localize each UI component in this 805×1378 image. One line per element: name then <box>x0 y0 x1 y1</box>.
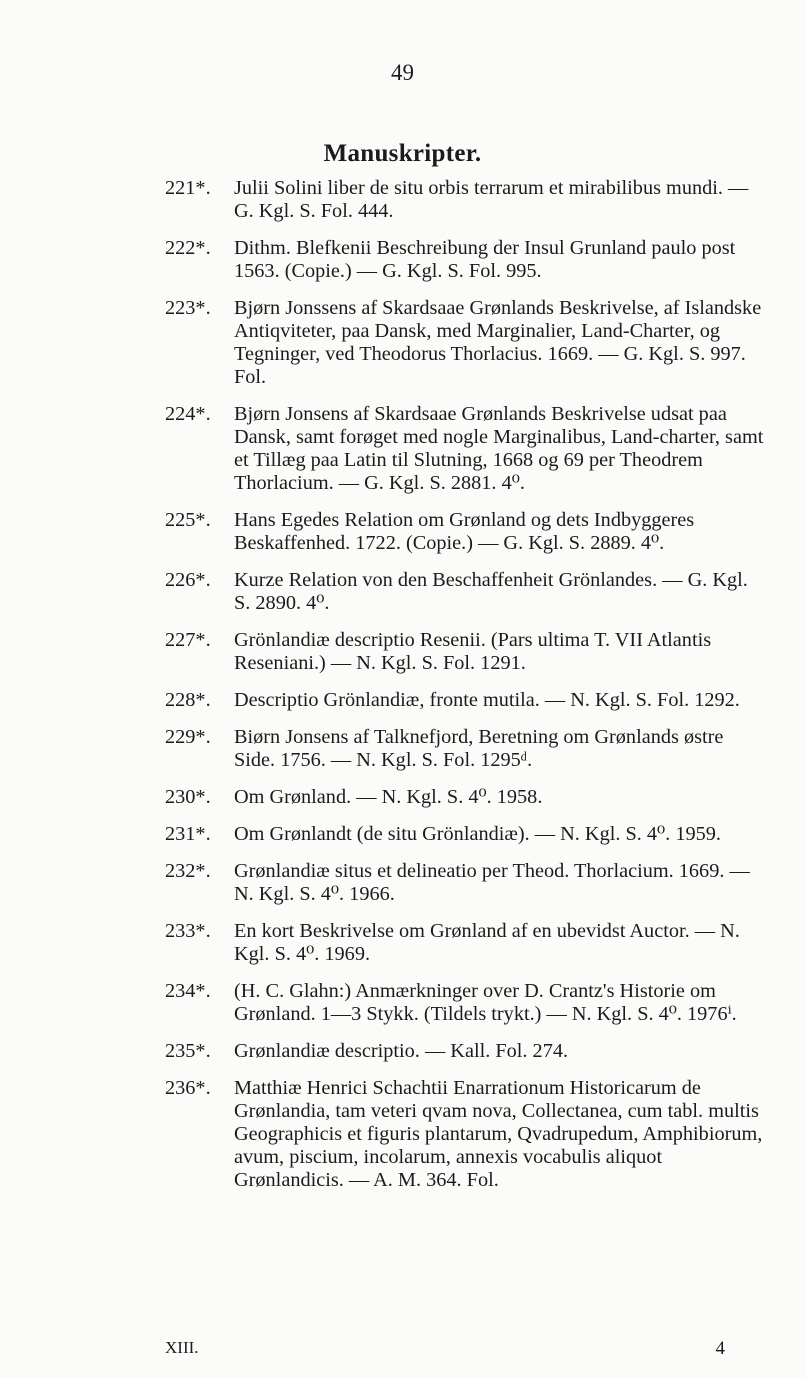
list-item <box>165 403 765 495</box>
entry-number: 225*. <box>165 509 211 531</box>
entry-number: 231*. <box>165 823 211 845</box>
page-number: 49 <box>391 60 414 85</box>
entry-text: En kort Beskrivelse om Grønland af en ubevidst Auctor. — N. Kgl. S. 4⁰. 1969. <box>234 920 740 965</box>
folio-number: 4 <box>715 1338 725 1359</box>
entry-text: Biørn Jonsens af Talknefjord, Beretning om Grønlands østre Side. 1756. — N. Kgl. S. Fol. 1295ᵈ. <box>234 726 724 771</box>
entry-number: 222*. <box>165 237 211 259</box>
entry-number: 224*. <box>165 403 211 425</box>
list-item <box>165 823 765 846</box>
entry-text: Bjørn Jonssens af Skardsaae Grønlands Beskrivelse, af Islandske Antiqviteter, paa Dansk, med Marginalier, Land-Charter, og Tegninger, ved Theodorus Thorlacius. 1669. — G. Kgl. S. 997. Fol. <box>234 297 762 388</box>
list-item <box>165 920 765 966</box>
list-item <box>165 726 765 772</box>
section-title: Manuskripter. <box>323 140 482 167</box>
list-item <box>165 297 765 389</box>
entry-text: Hans Egedes Relation om Grønland og dets Indbyggeres Beskaffenhed. 1722. (Copie.) — G. Kgl. S. 2889. 4⁰. <box>234 509 695 554</box>
list-item <box>165 509 765 555</box>
entry-number: 236*. <box>165 1077 211 1099</box>
entry-number: 233*. <box>165 920 211 942</box>
entry-number: 235*. <box>165 1040 211 1062</box>
entry-number: 232*. <box>165 860 211 882</box>
entry-text: Kurze Relation von den Beschaffenheit Grönlandes. — G. Kgl. S. 2890. 4⁰. <box>234 569 748 614</box>
entry-text: Grønlandiæ situs et delineatio per Theod. Thorlacium. 1669. — N. Kgl. S. 4⁰. 1966. <box>234 860 750 905</box>
list-item <box>165 1077 765 1192</box>
entry-text: Grönlandiæ descriptio Resenii. (Pars ultima T. VII Atlantis Reseniani.) — N. Kgl. S. Fol. 1291. <box>234 629 712 674</box>
entry-number: 229*. <box>165 726 211 748</box>
list-item <box>165 860 765 906</box>
entry-text: Matthiæ Henrici Schachtii Enarrationum Historicarum de Grønlandia, tam veteri qvam nova, Collectanea, cum tabl. multis Geographicis et figuris plantarum, Qvadrupedum, Amphibiorum, avum, piscium, incolarum, annexis vocabulis aliquot Grønlandicis. — A. M. 364. Fol. <box>234 1077 763 1191</box>
list-item <box>165 689 765 712</box>
list-item <box>165 569 765 615</box>
entry-text: Julii Solini liber de situ orbis terrarum et mirabilibus mundi. — G. Kgl. S. Fol. 444. <box>234 177 749 222</box>
entry-text: Om Grønland. — N. Kgl. S. 4⁰. 1958. <box>234 786 543 808</box>
list-item <box>165 1040 765 1063</box>
entry-number: 234*. <box>165 980 211 1002</box>
list-item <box>165 786 765 809</box>
entry-number: 226*. <box>165 569 211 591</box>
manuscript-list <box>165 177 765 1206</box>
list-item <box>165 177 765 223</box>
entry-number: 223*. <box>165 297 211 319</box>
entry-number: 230*. <box>165 786 211 808</box>
entry-number: 221*. <box>165 177 211 199</box>
entry-text: Bjørn Jonsens af Skardsaae Grønlands Beskrivelse udsat paa Dansk, samt forøget med nogle Marginalibus, Land-charter, samt et Tillæg paa Latin til Slutning, 1668 og 69 per Theodrem Thorlacium. — G. Kgl. S. 2881. 4⁰. <box>234 403 764 494</box>
list-item <box>165 980 765 1026</box>
list-item <box>165 237 765 283</box>
entry-text: Dithm. Blefkenii Beschreibung der Insul Grunland paulo post 1563. (Copie.) — G. Kgl. S. Fol. 995. <box>234 237 736 282</box>
signature-mark: XIII. <box>165 1338 199 1357</box>
entry-number: 228*. <box>165 689 211 711</box>
entry-text: Grønlandiæ descriptio. — Kall. Fol. 274. <box>234 1040 569 1062</box>
entry-number: 227*. <box>165 629 211 651</box>
entry-text: Om Grønlandt (de situ Grönlandiæ). — N. Kgl. S. 4⁰. 1959. <box>234 823 721 845</box>
entry-text: (H. C. Glahn:) Anmærkninger over D. Crantz's Historie om Grønland. 1—3 Stykk. (Tildels trykt.) — N. Kgl. S. 4⁰. 1976ⁱ. <box>234 980 737 1025</box>
entry-text: Descriptio Grönlandiæ, fronte mutila. — N. Kgl. S. Fol. 1292. <box>234 689 740 711</box>
list-item <box>165 629 765 675</box>
